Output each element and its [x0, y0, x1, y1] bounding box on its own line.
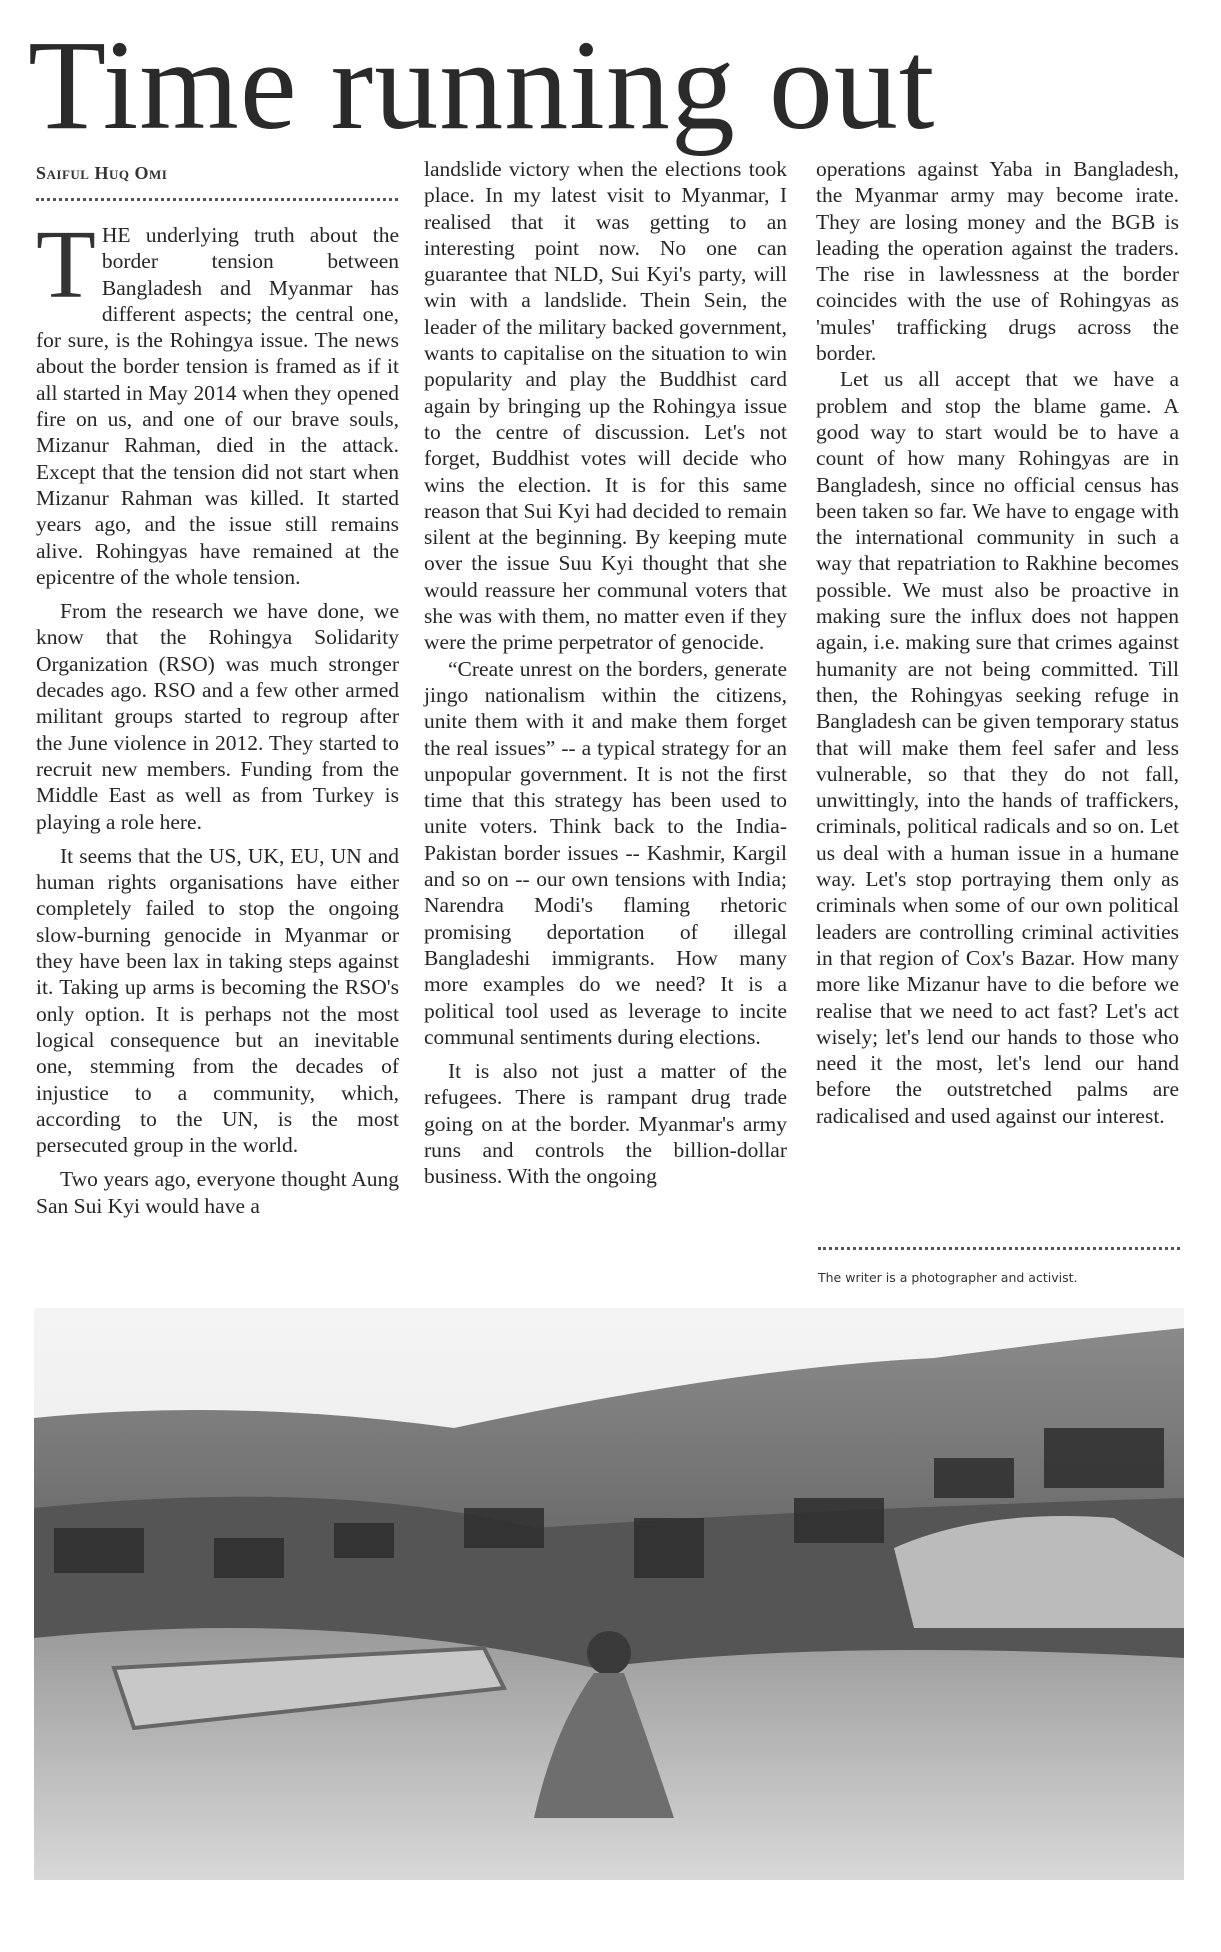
- paragraph: THE underlying truth about the border tension between Bangladesh and Myanmar has different aspects; the central one, for sure, is the Rohingya issue. The news about the border tension is framed as if it all started in May 2014 when they opened fire on us, and one of our brave souls, Mizanur Rahman, died in the attack. Except that the tension did not start when Mizanur Rahman was killed. It started years ago, and the issue still remains alive. Rohingyas have remained at the epicentre of the whole tension.: [36, 211, 399, 589]
- paragraph: operations against Yaba in Bangladesh, the Myanmar army may become irate. They are losing money and the BGB is leading the operation against the traders. The rise in lawlessness at the border coincides with the use of Rohingyas as 'mules' trafficking drugs across the border.: [816, 157, 1179, 366]
- column-3: [816, 156, 1179, 1129]
- column-2: [424, 156, 787, 1190]
- headline: Time running out: [28, 14, 936, 156]
- drop-cap: T: [36, 211, 96, 319]
- writer-credit: The writer is a photographer and activist.: [818, 1270, 1078, 1285]
- byline: Saiful Huq Omi: [36, 163, 168, 183]
- paragraph: From the research we have done, we know that the Rohingya Solidarity Organization (RSO) was much stronger decades ago. RSO and a few other armed militant groups started to regroup after the June violence in 2012. They started to recruit new members. Funding from the Middle East as well as from Turkey is playing a role here.: [36, 599, 399, 834]
- footer-divider: [818, 1247, 1180, 1250]
- byline-divider: [36, 198, 398, 201]
- paragraph: Let us all accept that we have a problem and stop the blame game. A good way to start would be to have a count of how many Rohingyas are in Bangladesh, since no official census has been taken so far. We have to engage with the international community in such a way that repatriation to Rakhine becomes possible. We must also be proactive in making sure the influx does not happen again, i.e. making sure that crimes against humanity are not being committed. Till then, the Rohingyas seeking refuge in Bangladesh can be given temporary status that will make them feel safer and less vulnerable, so that they do not fall, unwittingly, into the hands of traffickers, criminals, political radicals and so on. Let us deal with a human issue in a humane way. Let's stop portraying them only as criminals when some of our own political leaders are controlling criminal activities in that region of Cox's Bazar. How many more like Mizanur have to die before we realise that we need to act fast? Let's act wisely; let's lend our hands to those who need it the most, let's lend our hand before the outstretched palms are radicalised and used against our interest.: [816, 367, 1179, 1128]
- column-1: [36, 211, 399, 1219]
- paragraph: “Create unrest on the borders, generate jingo nationalism within the citizens, unite them with it and make them forget the real issues” -- a typical strategy for an unpopular government. It is not the first time that this strategy has been used to unite voters. Think back to the India-Pakistan border issues -- Kashmir, Kargil and so on -- our own tensions with India; Narendra Modi's flaming rhetoric promising deportation of illegal Bangladeshi immigrants. How many more examples do we need? It is a political tool used as leverage to incite communal sentiments during elections.: [424, 656, 787, 1049]
- paragraph: landslide victory when the elections took place. In my latest visit to Myanmar, I realised that it was getting to an interesting point now. No one can guarantee that NLD, Sui Kyi's party, will win with a landslide. Thein Sein, the leader of the military backed government, wants to capitalise on the situation to win popularity and play the Buddhist card again by bringing up the Rohingya issue to the centre of discussion. Let's not forget, Buddhist votes will decide who wins the election. It is for this same reason that Sui Kyi had decided to remain silent at the beginning. By keeping mute over the issue Suu Kyi thought that she would reassure her communal voters that she was with them, no matter even if they were the prime perpetrator of genocide.: [424, 157, 787, 655]
- camp-photo-image: [34, 1308, 1184, 1880]
- paragraph: It seems that the US, UK, EU, UN and human rights organisations have either completely failed to stop the ongoing slow-burning genocide in Myanmar or they have been lax in taking steps against it. Taking up arms is becoming the RSO's only option. It is perhaps not the most logical consequence but an inevitable one, stemming from the decades of injustice to a community, which, according to the UN, is the most persecuted group in the world.: [36, 843, 399, 1158]
- paragraph: Two years ago, everyone thought Aung San Sui Kyi would have a: [36, 1167, 399, 1218]
- photo-refugee-camp: [34, 1308, 1184, 1880]
- paragraph: It is also not just a matter of the refugees. There is rampant drug trade going on at the border. Myanmar's army runs and controls the billion-dollar business. With the ongoing: [424, 1059, 787, 1189]
